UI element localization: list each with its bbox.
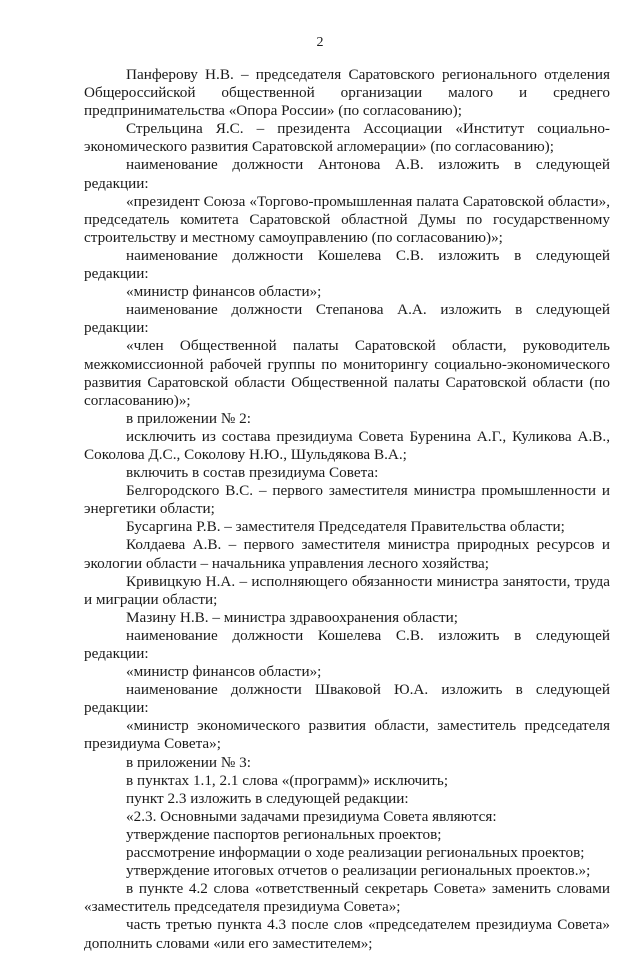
- paragraph: включить в состав президиума Совета:: [126, 464, 379, 482]
- paragraph: в приложении № 3:: [126, 753, 251, 771]
- paragraph: в приложении № 2:: [126, 409, 251, 427]
- paragraph: «министр экономического развития области, заместитель председателя президиума Совета»;: [84, 717, 610, 753]
- document-body: [84, 66, 610, 953]
- paragraph: наименование должности Степанова А.А. изложить в следующей редакции:: [84, 301, 610, 337]
- paragraph: «член Общественной палаты Саратовской области, руководитель межкомиссионной рабочей группы по мониторингу социально-экономического развития Саратовской области Общественной палаты Саратовской области (по согласованию)»;: [84, 337, 610, 409]
- paragraph: Панферову Н.В. – председателя Саратовского регионального отделения Общероссийской общественной организации малого и среднего предпринимательства «Опора России» (по согласованию);: [84, 66, 610, 120]
- paragraph: Стрельцина Я.С. – президента Ассоциации «Институт социально-экономического развития Саратовской агломерации» (по согласованию);: [84, 120, 610, 156]
- paragraph: наименование должности Кошелева С.В. изложить в следующей редакции:: [84, 246, 610, 283]
- paragraph: в пункте 4.2 слова «ответственный секретарь Совета» заменить словами «заместитель председателя президиума Совета»;: [84, 880, 610, 916]
- paragraph: «президент Союза «Торгово-промышленная палата Саратовской области», председатель комитета Саратовской областной Думы по государственному строительству и местному самоуправлению (по согласованию)»;: [84, 192, 610, 246]
- paragraph: в пунктах 1.1, 2.1 слова «(программ)» исключить;: [126, 771, 449, 789]
- page-number: 2: [316, 35, 324, 50]
- paragraph: рассмотрение информации о ходе реализации региональных проектов;: [126, 844, 585, 862]
- paragraph: «министр финансов области»;: [126, 283, 322, 301]
- paragraph: «министр финансов области»;: [126, 663, 322, 681]
- paragraph: Мазину Н.В. – министра здравоохранения области;: [126, 608, 458, 626]
- paragraph: наименование должности Кошелева С.В. изложить в следующей редакции:: [84, 626, 610, 662]
- paragraph: «2.3. Основными задачами президиума Совета являются:: [126, 807, 497, 825]
- paragraph: наименование должности Шваковой Ю.А. изложить в следующей редакции:: [84, 681, 610, 717]
- paragraph: Белгородского В.С. – первого заместителя министра промышленности и энергетики области;: [84, 482, 610, 518]
- paragraph: исключить из состава президиума Совета Буренина А.Г., Куликова А.В., Соколова Д.С., Соколову Н.Ю., Шульдякова В.А.;: [84, 427, 610, 463]
- paragraph: пункт 2.3 изложить в следующей редакции:: [126, 789, 409, 807]
- paragraph: часть третью пункта 4.3 после слов «председателем президиума Совета» дополнить словами «или его заместителем»;: [84, 916, 610, 952]
- paragraph: утверждение итоговых отчетов о реализации региональных проектов.»;: [126, 862, 591, 880]
- paragraph: Кривицкую Н.А. – исполняющего обязанности министра занятости, труда и миграции области;: [84, 572, 610, 608]
- paragraph: Бусаргина Р.В. – заместителя Председателя Правительства области;: [126, 518, 565, 536]
- paragraph: наименование должности Антонова А.В. изложить в следующей редакции:: [84, 156, 610, 192]
- paragraph: Колдаева А.В. – первого заместителя министра природных ресурсов и экологии области – начальника управления лесного хозяйства;: [84, 536, 610, 572]
- paragraph: утверждение паспортов региональных проектов;: [126, 825, 442, 843]
